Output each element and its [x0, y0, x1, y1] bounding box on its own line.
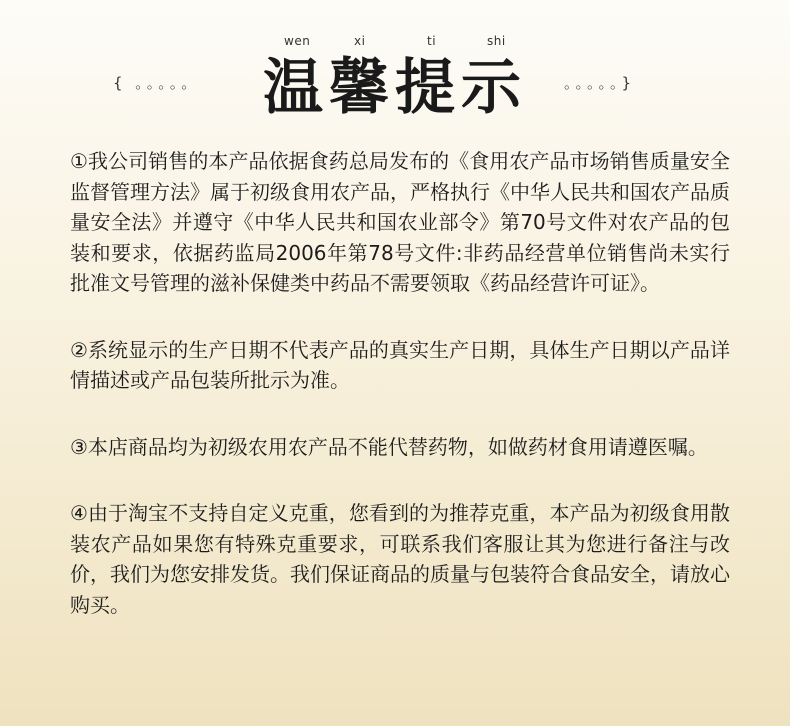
pinyin-wen: wen: [284, 34, 311, 48]
notice-paragraph-1: ①我公司销售的本产品依据食药总局发布的《食用农产品市场销售质量安全监督管理方法》属于初级食用农产品，严格执行《中华人民共和国农产品质量安全法》并遵守《中华人民共和国农业部令》第70号文件对农产品的包装和要求，依据药监局2006年第78号文件:非药品经营单位销售尚未实行批准文号管理的滋补保健类中药品不需要领取《药品经营许可证》。: [70, 149, 730, 295]
pinyin-shi: shi: [487, 34, 506, 48]
notice-paragraph-4: ④由于淘宝不支持自定义克重，您看到的为推荐克重，本产品为初级食用散装农产品如果您有特殊克重要求，可联系我们客服让其为您进行备注与改价，我们为您安排发货。我们保证商品的质量与包装符合食品安全，请放心购买。: [70, 501, 730, 617]
left-brace-decoration: { 。。。。。: [113, 74, 201, 92]
pinyin-ti: ti: [427, 34, 437, 48]
notice-content: [70, 146, 730, 656]
pinyin-xi: xi: [354, 34, 366, 48]
header: [0, 0, 790, 140]
notice-paragraph-2: ②系统显示的生产日期不代表产品的真实生产日期，具体生产日期以产品详情描述或产品包装所批示为准。: [70, 337, 730, 392]
notice-paragraph-3: ③本店商品均为初级农用农产品不能代替药物，如做药材食用请遵医嘱。: [70, 434, 708, 459]
right-brace-decoration: 。。。。。}: [564, 74, 636, 92]
page-title: 温馨提示: [263, 53, 527, 123]
